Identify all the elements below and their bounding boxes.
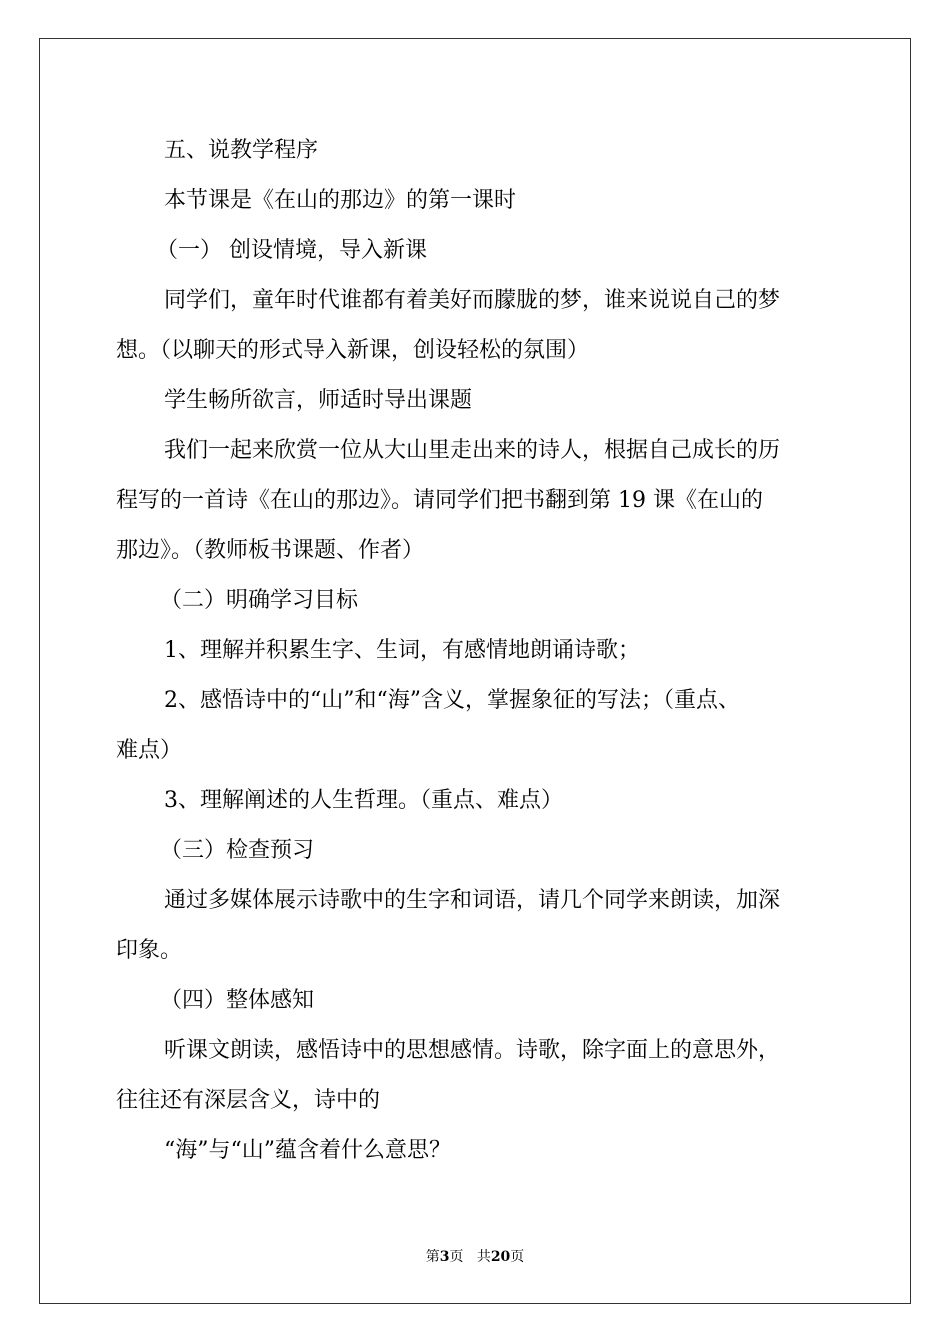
paragraph-line: 想。（以聊天的形式导入新课，创设轻松的氛围） bbox=[116, 338, 590, 363]
section-heading: 五、说教学程序 bbox=[164, 138, 319, 163]
footer-prefix: 第 bbox=[425, 1249, 440, 1265]
paragraph-line: 印象。 bbox=[116, 938, 183, 963]
subsection-heading: （二）明确学习目标 bbox=[160, 588, 359, 613]
paragraph-line: “海”与“山”蕴含着什么意思？ bbox=[164, 1138, 451, 1163]
document-body bbox=[116, 126, 836, 1176]
footer-total-pages: 20 bbox=[490, 1249, 511, 1265]
footer-total-suffix: 页 bbox=[510, 1249, 525, 1265]
paragraph-line: 本节课是《在山的那边》的第一课时 bbox=[164, 188, 517, 213]
paragraph-line: 同学们，童年时代谁都有着美好而朦胧的梦，谁来说说自己的梦 bbox=[164, 288, 781, 313]
list-item: 3、理解阐述的人生哲理。（重点、难点） bbox=[164, 788, 563, 813]
footer-total-prefix: 共 bbox=[476, 1249, 491, 1265]
paragraph-line: 程写的一首诗《在山的那边》。请同学们把书翻到第 19 课《在山的 bbox=[116, 488, 763, 513]
list-item: 1、理解并积累生字、生词，有感情地朗诵诗歌； bbox=[164, 638, 640, 663]
footer-page-word: 页 bbox=[449, 1249, 464, 1265]
page-footer bbox=[0, 1246, 950, 1266]
list-item: 2、感悟诗中的“山”和“海”含义，掌握象征的写法；（重点、 bbox=[164, 688, 740, 713]
paragraph-line: 通过多媒体展示诗歌中的生字和词语，请几个同学来朗读，加深 bbox=[164, 888, 781, 913]
list-item-continuation: 难点） bbox=[116, 738, 183, 763]
paragraph-line: 那边》。（教师板书课题、作者） bbox=[116, 538, 425, 563]
subsection-heading: （三）检查预习 bbox=[160, 838, 315, 863]
paragraph-line: 我们一起来欣赏一位从大山里走出来的诗人，根据自己成长的历 bbox=[164, 438, 781, 463]
paragraph-line: 学生畅所欲言，师适时导出课题 bbox=[164, 388, 473, 413]
paragraph-line: 往往还有深层含义，诗中的 bbox=[116, 1088, 381, 1113]
subsection-heading: （四）整体感知 bbox=[160, 988, 315, 1013]
paragraph-line: 听课文朗读，感悟诗中的思想感情。诗歌，除字面上的意思外， bbox=[164, 1038, 781, 1063]
subsection-heading: （一） 创设情境，导入新课 bbox=[156, 238, 427, 263]
footer-current-page: 3 bbox=[439, 1249, 450, 1265]
